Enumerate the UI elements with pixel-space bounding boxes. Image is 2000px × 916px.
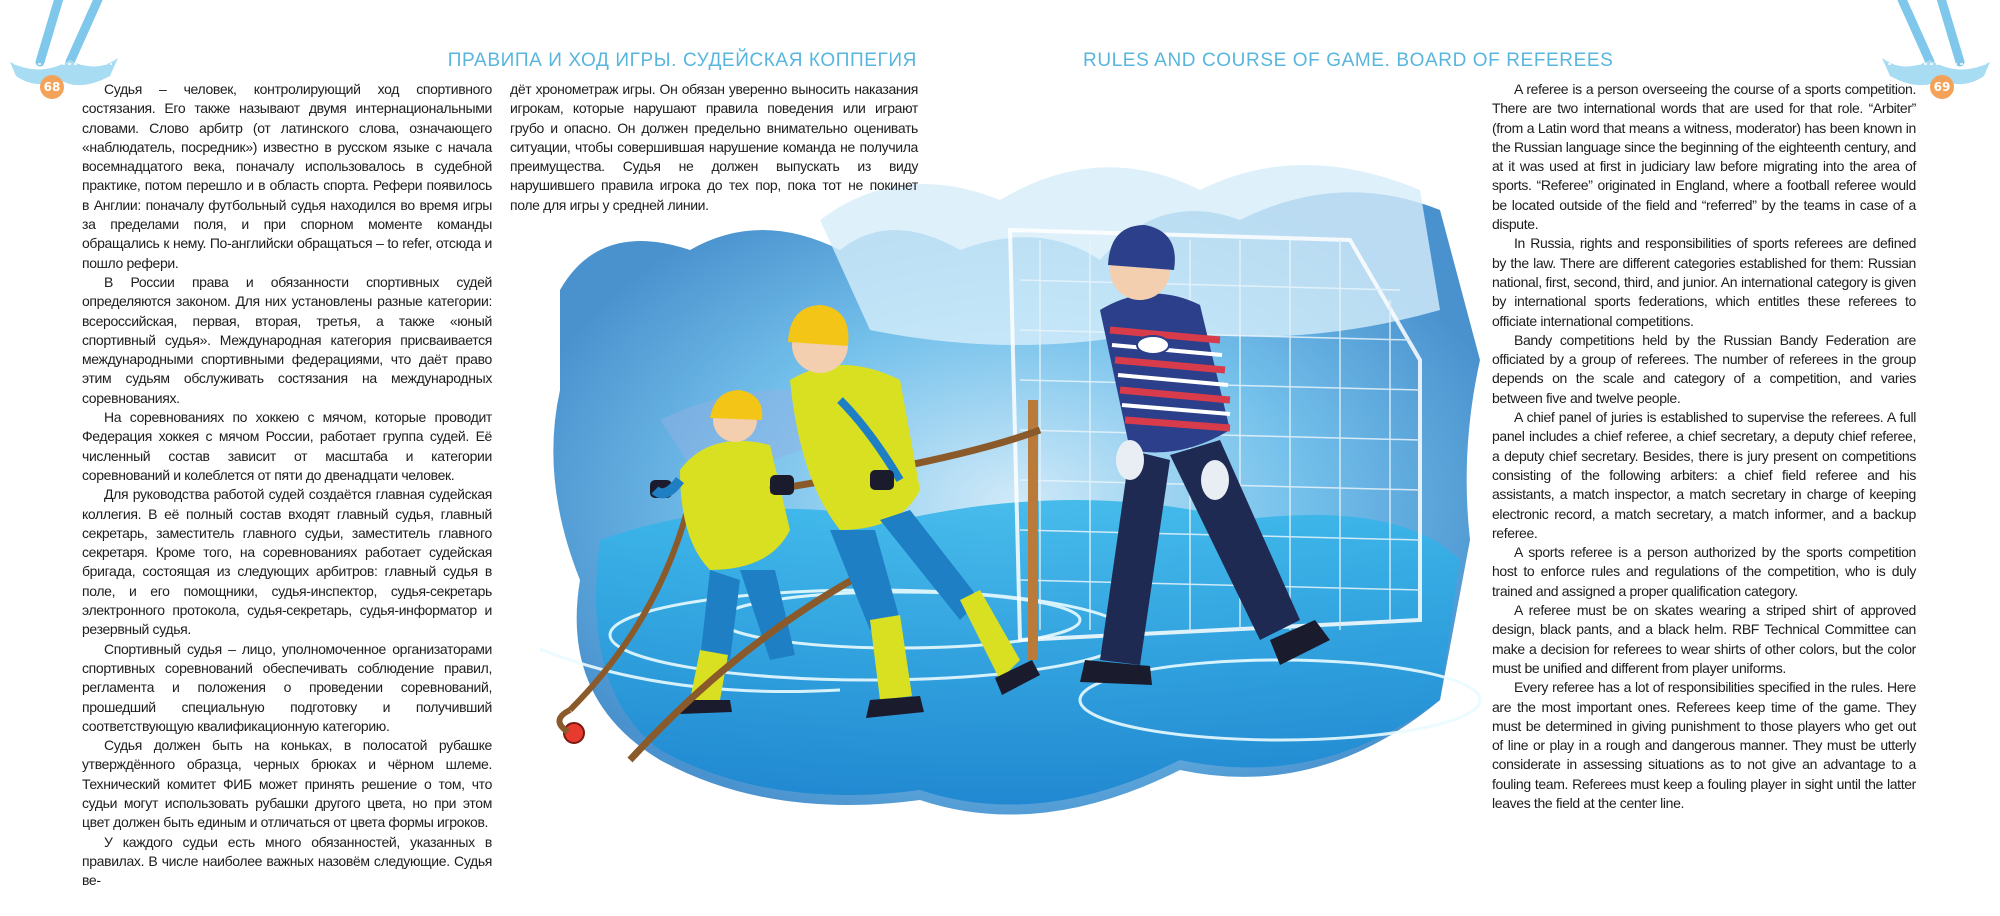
page-number: 68 — [40, 75, 64, 99]
paragraph: На соревнованиях по хоккею с мячом, которые проводит Федерация хоккея с мячом России, работает группа судей. Её численный состав зависит от масштаба и категории соревнований и колеблется от пяти до двенадцати человек. — [82, 409, 492, 483]
paragraph: A referee is a person overseeing the course of a sports competition. There are two international words that are used for that role. “Arbiter” (from a Latin word that means a witness, moderator) has been known in the Russian language since the beginning of the eighteenth century, and at it was used at first in judiciary law before migrating into the area of sports. “Referee” originated in England, where a football referee would be located outside of the field and “referred” by the teams in case of a dispute. — [1492, 81, 1916, 233]
paragraph: Для руководства работой судей создаётся главная судейская коллегия. В её полный состав входят главный судья, главный секретарь, заместитель главного судьи, заместитель главного секретаря. Кроме того, на соревнованиях работает судейская бригада, состоящая из следующих арбитров: главный судья в поле, и его помощники, судья-инспектор, судья-секретарь электронного протокола, судья-секретарь, судья-информатор и резервный судья. — [82, 486, 492, 638]
paragraph: Спортивный судья – лицо, уполномоченное организаторами спортивных соревнований обеспечивать соблюдение правил, регламента и положения о проведении соревнований, прошедший специальную подготовку и получивший соответствующую квалификационную категорию. — [82, 640, 492, 734]
paragraph: A chief panel of juries is established to supervise the referees. A full panel includes a chief referee, a chief secretary, a deputy chief referee, a deputy chief secretary. Besides, there is jury present on competitions consisting of the following arbiters: a chief field referee and his assistants, a match inspector, a match secretary in charge of keeping electronic record, a match secretary, a match informer, and a backup referee. — [1492, 409, 1916, 541]
paragraph: У каждого судьи есть много обязанностей, указанных в правилах. В числе наиболее важных назовём следующие. Судья ве- — [82, 833, 492, 889]
text-column-ru-2 — [510, 80, 918, 215]
text-column-en — [1492, 80, 1916, 813]
page-number: 69 — [1930, 75, 1954, 99]
paragraph: Every referee has a lot of responsibilities specified in the rules. Here are the most important ones. Referees keep time of the game. They must be determined in giving punishment to those players who get out of line or play in a rough and dangerous manner. They must be utterly considerate in assessing situations as to not give an advantage to a fouling team. Referees must keep a fouling player in sight until the latter leaves the field at the center line. — [1492, 679, 1916, 811]
paragraph: A referee must be on skates wearing a striped shirt of approved design, black pants, and a black helm. RBF Technical Committee can make a decision for referees to wear shirts of other colors, but the color must be unified and different from player uniforms. — [1492, 602, 1916, 676]
paragraph: In Russia, rights and responsibilities of sports referees are defined by the law. There are different categories established for them: Russian national, first, second, third, and junior. An international category is given by international sports federations, which entitles these referees to officiate international competitions. — [1492, 235, 1916, 329]
paragraph: дёт хронометраж игры. Он обязан уверенно выносить наказания игрокам, которые нарушают правила поведения или играют грубо и опасно. Он должен предельно внимательно оценивать ситуации, чтобы совершившая нарушение команда не получила преимущества. Судья не должен выпускать из виду нарушившего правила игрока до тех пор, пока тот не покинет поле для игры у средней линии. — [510, 81, 918, 213]
paragraph: Судья – человек, контролирующий ход спортивного состязания. Его также называют двумя интернациональными словами. Слово арбитр (от латинского слова, означающего «наблюдатель, посредник») известно в русском языке с начала восемнадцатого века, поначалу использовалось в судебной практике, потом перешло и в область спорта. Рефери появилось в Англии: поначалу футбольный судья находился во время игры за пределами поля, и при спорном моменте команды обращались к нему. По-английски обращаться – to refer, отсюда и пошло рефери. — [82, 81, 492, 271]
paragraph: Судья должен быть на коньках, в полосатой рубашке утверждённого образца, черных брюках и чёрном шлеме. Технический комитет ФИБ может принять решение о том, что судьи могут использовать рубашки другого цвета, но при этом цвет должен быть единым и отличаться от цвета формы игроков. — [82, 737, 492, 831]
text-column-ru-1 — [82, 80, 492, 890]
page-heading: ПРАВИПА И ХОД ИГРЫ. СУДЕЙСКАЯ КОППЕГИЯ — [447, 50, 917, 71]
paragraph: Bandy competitions held by the Russian Bandy Federation are officiated by a group of referees. The number of referees in the group depends on the scale and category of a competition, and varies between five and twelve people. — [1492, 331, 1916, 406]
paragraph: В России права и обязанности спортивных судей определяются законом. Для них установлены разные категории: всероссийская, первая, вторая, третья, а также «юный спортивный судья». Международная категория присваивается международными спортивными федерациями, что даёт право этим судьям обслуживать состязания на международных соревнованиях. — [82, 273, 492, 406]
paragraph: A sports referee is a person authorized by the sports competition host to enforce rules and regulations of the competition, who is duly trained and assigned a proper qualification category. — [1492, 544, 1916, 599]
page-heading: RULES AND COURSE OF GAME. BOARD OF REFEREES — [1083, 50, 1614, 71]
